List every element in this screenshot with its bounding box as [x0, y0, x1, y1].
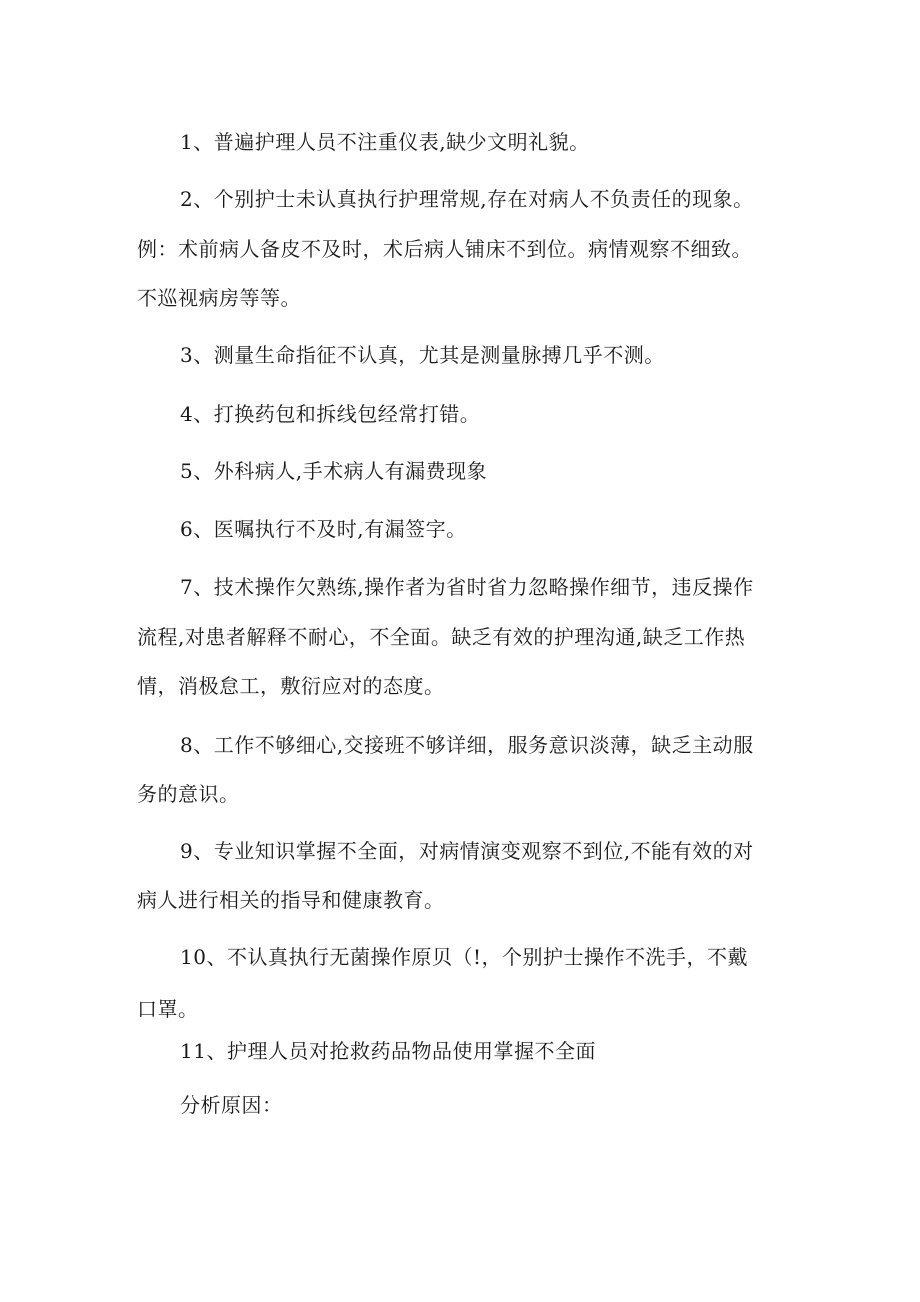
item-10-line-2: 口罩。 — [137, 997, 199, 1021]
item-10-line-1: 10、不认真执行无菌操作原贝（!，个别护士操作不洗手，不戴 — [180, 945, 748, 969]
item-8-line-1: 8、工作不够细心,交接班不够详细，服务意识淡薄，缺乏主动服 — [180, 733, 754, 757]
item-5: 5、外科病人,手术病人有漏费现象 — [180, 459, 488, 483]
item-11: 11、护理人员对抢救药品物品使用掌握不全面 — [180, 1039, 596, 1063]
section-heading-analysis: 分析原因： — [180, 1093, 283, 1117]
item-2-line-3: 不巡视病房等等。 — [137, 286, 301, 310]
item-7-line-3: 情，消极怠工，敷衍应对的态度。 — [137, 674, 445, 698]
item-4: 4、打换药包和拆线包经常打错。 — [180, 402, 481, 426]
item-8-line-2: 务的意识。 — [137, 782, 240, 806]
item-2-line-2: 例：术前病人备皮不及时，术后病人铺床不到位。病情观察不细致。 — [137, 237, 752, 261]
item-6: 6、医嘱执行不及时,有漏签字。 — [180, 517, 467, 541]
item-3: 3、测量生命指征不认真，尤其是测量脉搏几乎不测。 — [180, 343, 665, 367]
item-9-line-2: 病人进行相关的指导和健康教育。 — [137, 888, 445, 912]
item-2-line-1: 2、个别护士未认真执行护理常规,存在对病人不负责任的现象。 — [180, 187, 754, 211]
item-1: 1、普遍护理人员不注重仪表,缺少文明礼貌。 — [180, 130, 590, 154]
item-7-line-1: 7、技术操作欠熟练,操作者为省时省力忽略操作细节，违反操作 — [180, 575, 754, 599]
item-9-line-1: 9、专业知识掌握不全面，对病情演变观察不到位,不能有效的对 — [180, 839, 754, 863]
item-7-line-2: 流程,对患者解释不耐心，不全面。缺乏有效的护理沟通,缺乏工作热 — [137, 625, 746, 649]
